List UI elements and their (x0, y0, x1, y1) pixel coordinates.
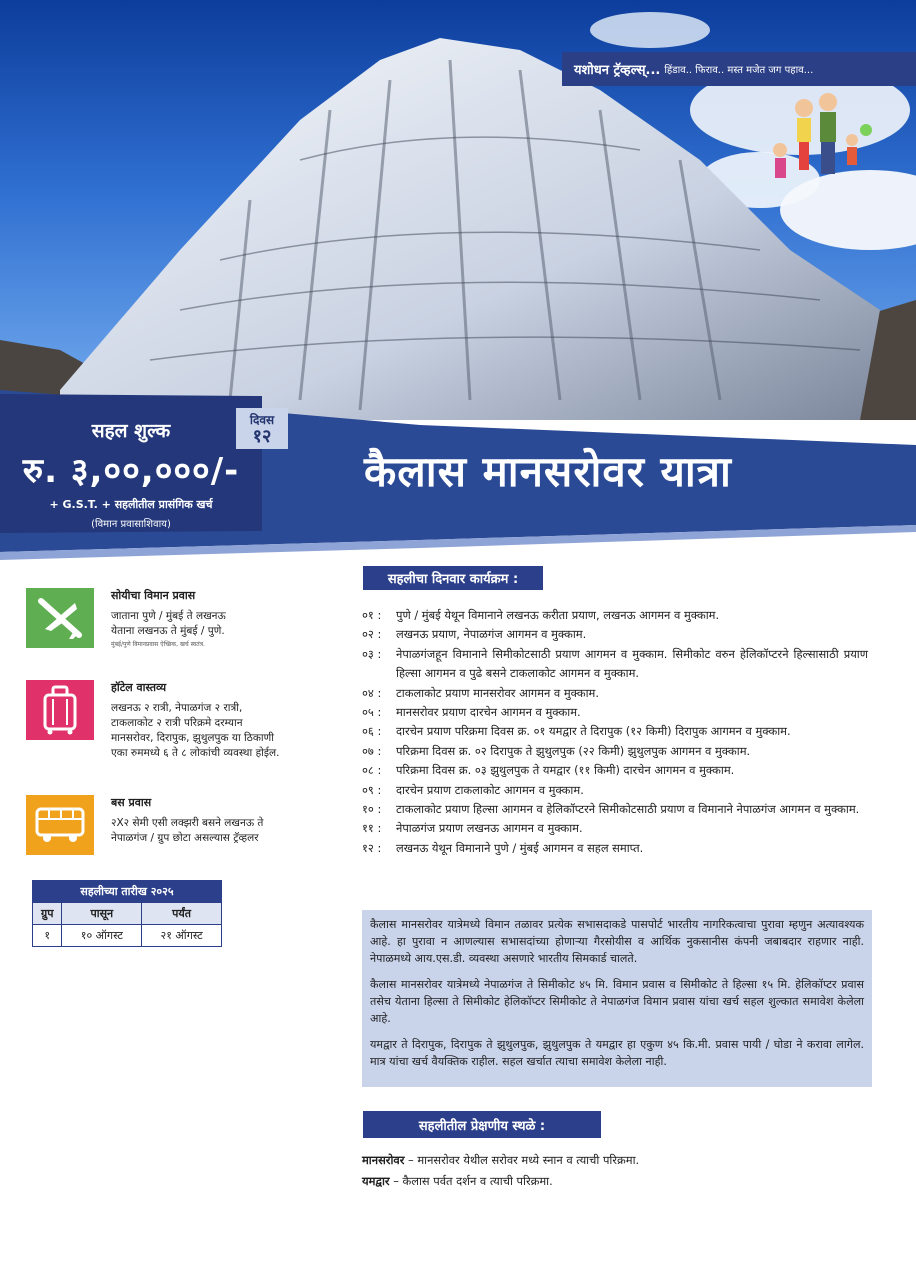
dates-caption: सहलीच्या तारीख २०२५ (33, 881, 222, 903)
itinerary-day-text: दारचेन प्रयाण परिक्रमा दिवस क्र. ०१ यमद्वार ते दिरापुक (१२ किमी) दिरापुक आगमन व मुक्काम. (396, 724, 791, 739)
place-item (362, 1150, 882, 1171)
feature-title: बस प्रवास (111, 796, 152, 809)
days-label: दिवस (249, 413, 275, 427)
itinerary-item (362, 625, 868, 644)
places-heading: सहलीतील प्रेक्षणीय स्थळे : (363, 1111, 601, 1138)
itinerary-item (362, 742, 868, 761)
fee-label: सहल शुल्क (91, 420, 171, 442)
bus-icon (26, 795, 94, 855)
fee-amount: रु. ३,००,०००/- (22, 451, 240, 491)
days-badge (236, 408, 288, 449)
notes-box (362, 910, 872, 1087)
brand-name: यशोधन ट्रॅव्हल्स्... (574, 63, 661, 78)
table-row (33, 925, 222, 947)
column-header: पर्यंत (142, 903, 222, 925)
place-name: मानसरोवर (362, 1153, 405, 1167)
feature-line: एका रुममध्ये ६ ते ८ लोकांची व्यवस्था होईल. (111, 747, 280, 759)
itinerary-day-number: ०२ : (362, 627, 382, 642)
itinerary-day-number: ०६ : (362, 724, 382, 739)
itinerary-day-number: ०१ : (362, 608, 382, 622)
itinerary-day-text: टाकलाकोट प्रयाण हिल्सा आगमन व हेलिकॉप्टरने सिमीकोटसाठी प्रयाण व विमानाने नेपाळगंज आगमन व मुक्काम. (396, 802, 860, 817)
column-header: ग्रुप (33, 903, 62, 925)
feature-title: सोयीचा विमान प्रवास (111, 589, 196, 602)
fee-box (0, 395, 262, 531)
days-value: १२ (252, 426, 272, 447)
feature-title: हॉटेल वास्तव्य (111, 681, 167, 694)
feature-line: २X२ सेमी एसी लक्झरी बसने लखनऊ ते (111, 817, 264, 829)
itinerary-day-text: मानसरोवर प्रयाण दारचेन आगमन व मुक्काम. (396, 705, 581, 720)
feature-footnote: मुंबई/पुणे विमानप्रवास ऐच्छिक, खर्च स्वतंत्र. (111, 641, 205, 648)
itinerary-day-text: दारचेन प्रयाण टाकलाकोट आगमन व मुक्काम. (396, 782, 584, 797)
itinerary-day-text: लखनऊ येथून विमानाने पुणे / मुंबई आगमन व सहल समाप्त. (396, 840, 644, 855)
itinerary-day-number: ११ : (362, 821, 382, 836)
itinerary-day-text: परिक्रमा दिवस क्र. ०३ झुथुलपुक ते यमद्वार (११ किमी) दारचेन आगमन व मुक्काम. (396, 763, 735, 778)
itinerary-day-number: ०५ : (362, 705, 382, 720)
itinerary-day-text: टाकलाकोट प्रयाण मानसरोवर आगमन व मुक्काम. (396, 685, 599, 700)
itinerary-day-number: ०७ : (362, 743, 382, 758)
feature-line: मानसरोवर, दिरापुक, झुथुलपुक या ठिकाणी (111, 732, 274, 744)
itinerary-item (362, 703, 868, 722)
itinerary-day-text: लखनऊ प्रयाण, नेपाळगंज आगमन व मुक्काम. (396, 627, 587, 642)
feature-line: टाकलाकोट २ रात्री परिक्रमे दरम्यान (111, 717, 243, 729)
table-cell: १ (33, 925, 62, 947)
itinerary-item (362, 761, 868, 780)
itinerary-day-number: ०८ : (362, 763, 382, 778)
itinerary-day-text: नेपाळगंज प्रयाण लखनऊ आगमन व मुक्काम. (396, 821, 583, 836)
itinerary-item (362, 606, 868, 625)
itinerary-day-text: परिक्रमा दिवस क्र. ०२ दिरापुक ते झुथुलपुक (२२ किमी) झुथुलपुक आगमन व मुक्काम. (396, 743, 751, 758)
column-header: पासून (62, 903, 142, 925)
itinerary-day-text: नेपाळगंजहून विमानाने सिमीकोटसाठी प्रयाण आगमन व मुक्काम. सिमीकोट वरुन हेलिकॉप्टरने हिल्सासाठी प्रयाण हिल्सा आगमन व पुढे बसने टाकलाकोट आगमन व मुक्काम. (396, 646, 868, 681)
place-name: यमद्वार (362, 1174, 390, 1188)
itinerary-item (362, 645, 868, 684)
brand-bar (562, 52, 916, 86)
itinerary-heading: सहलीचा दिनवार कार्यक्रम : (363, 566, 543, 590)
itinerary-item (362, 781, 868, 800)
itinerary-item (362, 839, 868, 858)
place-item (362, 1171, 882, 1192)
itinerary-item (362, 722, 868, 741)
feature-line: जाताना पुणे / मुंबई ते लखनऊ (111, 610, 226, 622)
itinerary-day-number: १० : (362, 802, 382, 817)
table-cell: १० ऑगस्ट (62, 925, 142, 947)
itinerary-day-number: १२ : (362, 840, 382, 855)
fee-extra: + G.S.T. + सहलीतील प्रासंगिक खर्च (49, 498, 213, 511)
place-desc: – मानसरोवर येथील सरोवर मध्ये स्नान व त्याची परिक्रमा. (404, 1153, 640, 1167)
note-paragraph: कैलास मानसरोवर यात्रेमध्ये नेपाळगंज ते सिमीकोट ४५ मि. विमान प्रवास व सिमीकोट ते हिल्सा १५ मि. हेलिकॉप्टर प्रवास तसेच येताना हिल्सा ते सिमीकोट हेलिकॉप्टर सिमीकोट ते नेपाळगंज विमान प्रवास यांचा खर्च सहल शुल्कात समावेश केलेला आहे. (370, 978, 864, 1025)
places-list (362, 1150, 882, 1192)
itinerary-day-number: ०४ : (362, 685, 382, 700)
trip-title: कैलास मानसरोवर यात्रा (364, 447, 732, 496)
feature-line: येताना लखनऊ ते मुंबई / पुणे. (111, 625, 225, 637)
itinerary-day-number: ०९ : (362, 782, 382, 797)
brand-tagline: हिंडाव.. फिराव.. मस्त मजेत जग पहाव... (664, 65, 814, 76)
feature-line: नेपाळगंज / ग्रुप छोटा असल्यास ट्रॅव्हलर (111, 832, 259, 844)
note-paragraph: यमद्वार ते दिरापुक, दिरापुक ते झुथुलपुक, झुथुलपुक ते यमद्वार हा एकुण ४५ कि.मी. प्रवास पायी / घोडा ने करावा लागेल. मात्र यांचा खर्च वैयक्तिक राहील. सहल खर्चात त्याचा समावेश केलेला नाही. (370, 1038, 864, 1068)
itinerary-item (362, 684, 868, 703)
note-paragraph: कैलास मानसरोवर यात्रेमध्ये विमान तळावर प्रत्येक सभासदाकडे पासपोर्ट भारतीय नागरिकत्वाचा पुरावा म्हणुन अत्यावश्यक आहे. हा पुरावा न आणल्यास सभासदांच्या होणाऱ्या गैरसोयीस व आर्थिक नुकसानीस कंपनी जबाबदार राहणार नाही. नेपाळमध्ये आय.एस.डी. व्यवस्था असणारे भारतीय सिमकार्ड चालते. (370, 918, 864, 965)
itinerary-item (362, 819, 868, 838)
dates-table (32, 880, 222, 947)
itinerary-day-number: ०३ : (362, 646, 382, 661)
place-desc: – कैलास पर्वत दर्शन व त्याची परिक्रमा. (389, 1174, 553, 1188)
itinerary-list (362, 606, 868, 858)
fee-note: (विमान प्रवासाशिवाय) (91, 519, 171, 530)
itinerary-item (362, 800, 868, 819)
luggage-icon (26, 680, 94, 740)
airplane-icon (26, 588, 94, 648)
itinerary-day-text: पुणे / मुंबई येथून विमानाने लखनऊ करीता प्रयाण, लखनऊ आगमन व मुक्काम. (396, 608, 720, 622)
feature-line: लखनऊ २ रात्री, नेपाळगंज २ रात्री, (111, 702, 243, 714)
hero-image (0, 0, 916, 420)
table-cell: २१ ऑगस्ट (142, 925, 222, 947)
